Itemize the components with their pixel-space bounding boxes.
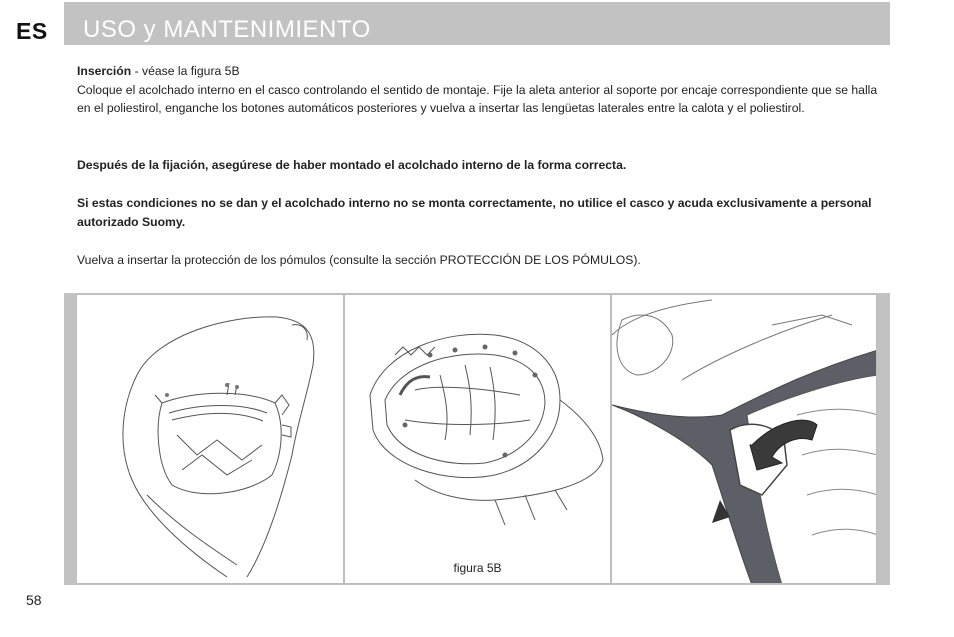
insertion-figure-ref: - véase la figura 5B [131, 64, 240, 78]
warning-check-mounting: Después de la fijación, asegúrese de haber montado el acolchado interno de la forma correcta. [77, 158, 627, 172]
insertion-paragraph [77, 62, 882, 118]
figure-panel-cheek-pad-closeup [611, 294, 877, 584]
cheek-pad-closeup-illustration [612, 295, 877, 584]
insertion-heading: Inserción [77, 64, 132, 78]
insertion-instructions: Coloque el acolchado interno en el casco controlando el sentido de montaje. Fije la aleta anterior al soporte por encaje correspondiente que se halla en el poliestirol, enganche los botones automáticos posteriores y vuelva a insertar las lengüetas laterales entre la calota y el poliestirol. [77, 82, 878, 115]
figure-caption: figura 5B [453, 561, 502, 575]
page-number: 58 [26, 592, 42, 608]
figure-panel-helmet-liner [76, 294, 344, 584]
section-title: USO y MANTENIMIENTO [83, 16, 371, 43]
insertion-title-line [77, 62, 882, 81]
language-code: ES [16, 18, 48, 44]
warning-authorized-personnel: Si estas condiciones no se dan y el acolchado interno no se monta correctamente, no utilice el casco y acuda exclusivamente a personal autorizado Suomy. [77, 196, 872, 229]
figure-panel-helmet-interior [344, 294, 611, 584]
helmet-liner-illustration [77, 295, 344, 584]
section-header-bar [64, 2, 890, 45]
helmet-interior-illustration [345, 295, 611, 584]
cheek-pads-instruction: Vuelva a insertar la protección de los pómulos (consulte la sección PROTECCIÓN DE LOS PÓMULOS). [77, 253, 641, 267]
